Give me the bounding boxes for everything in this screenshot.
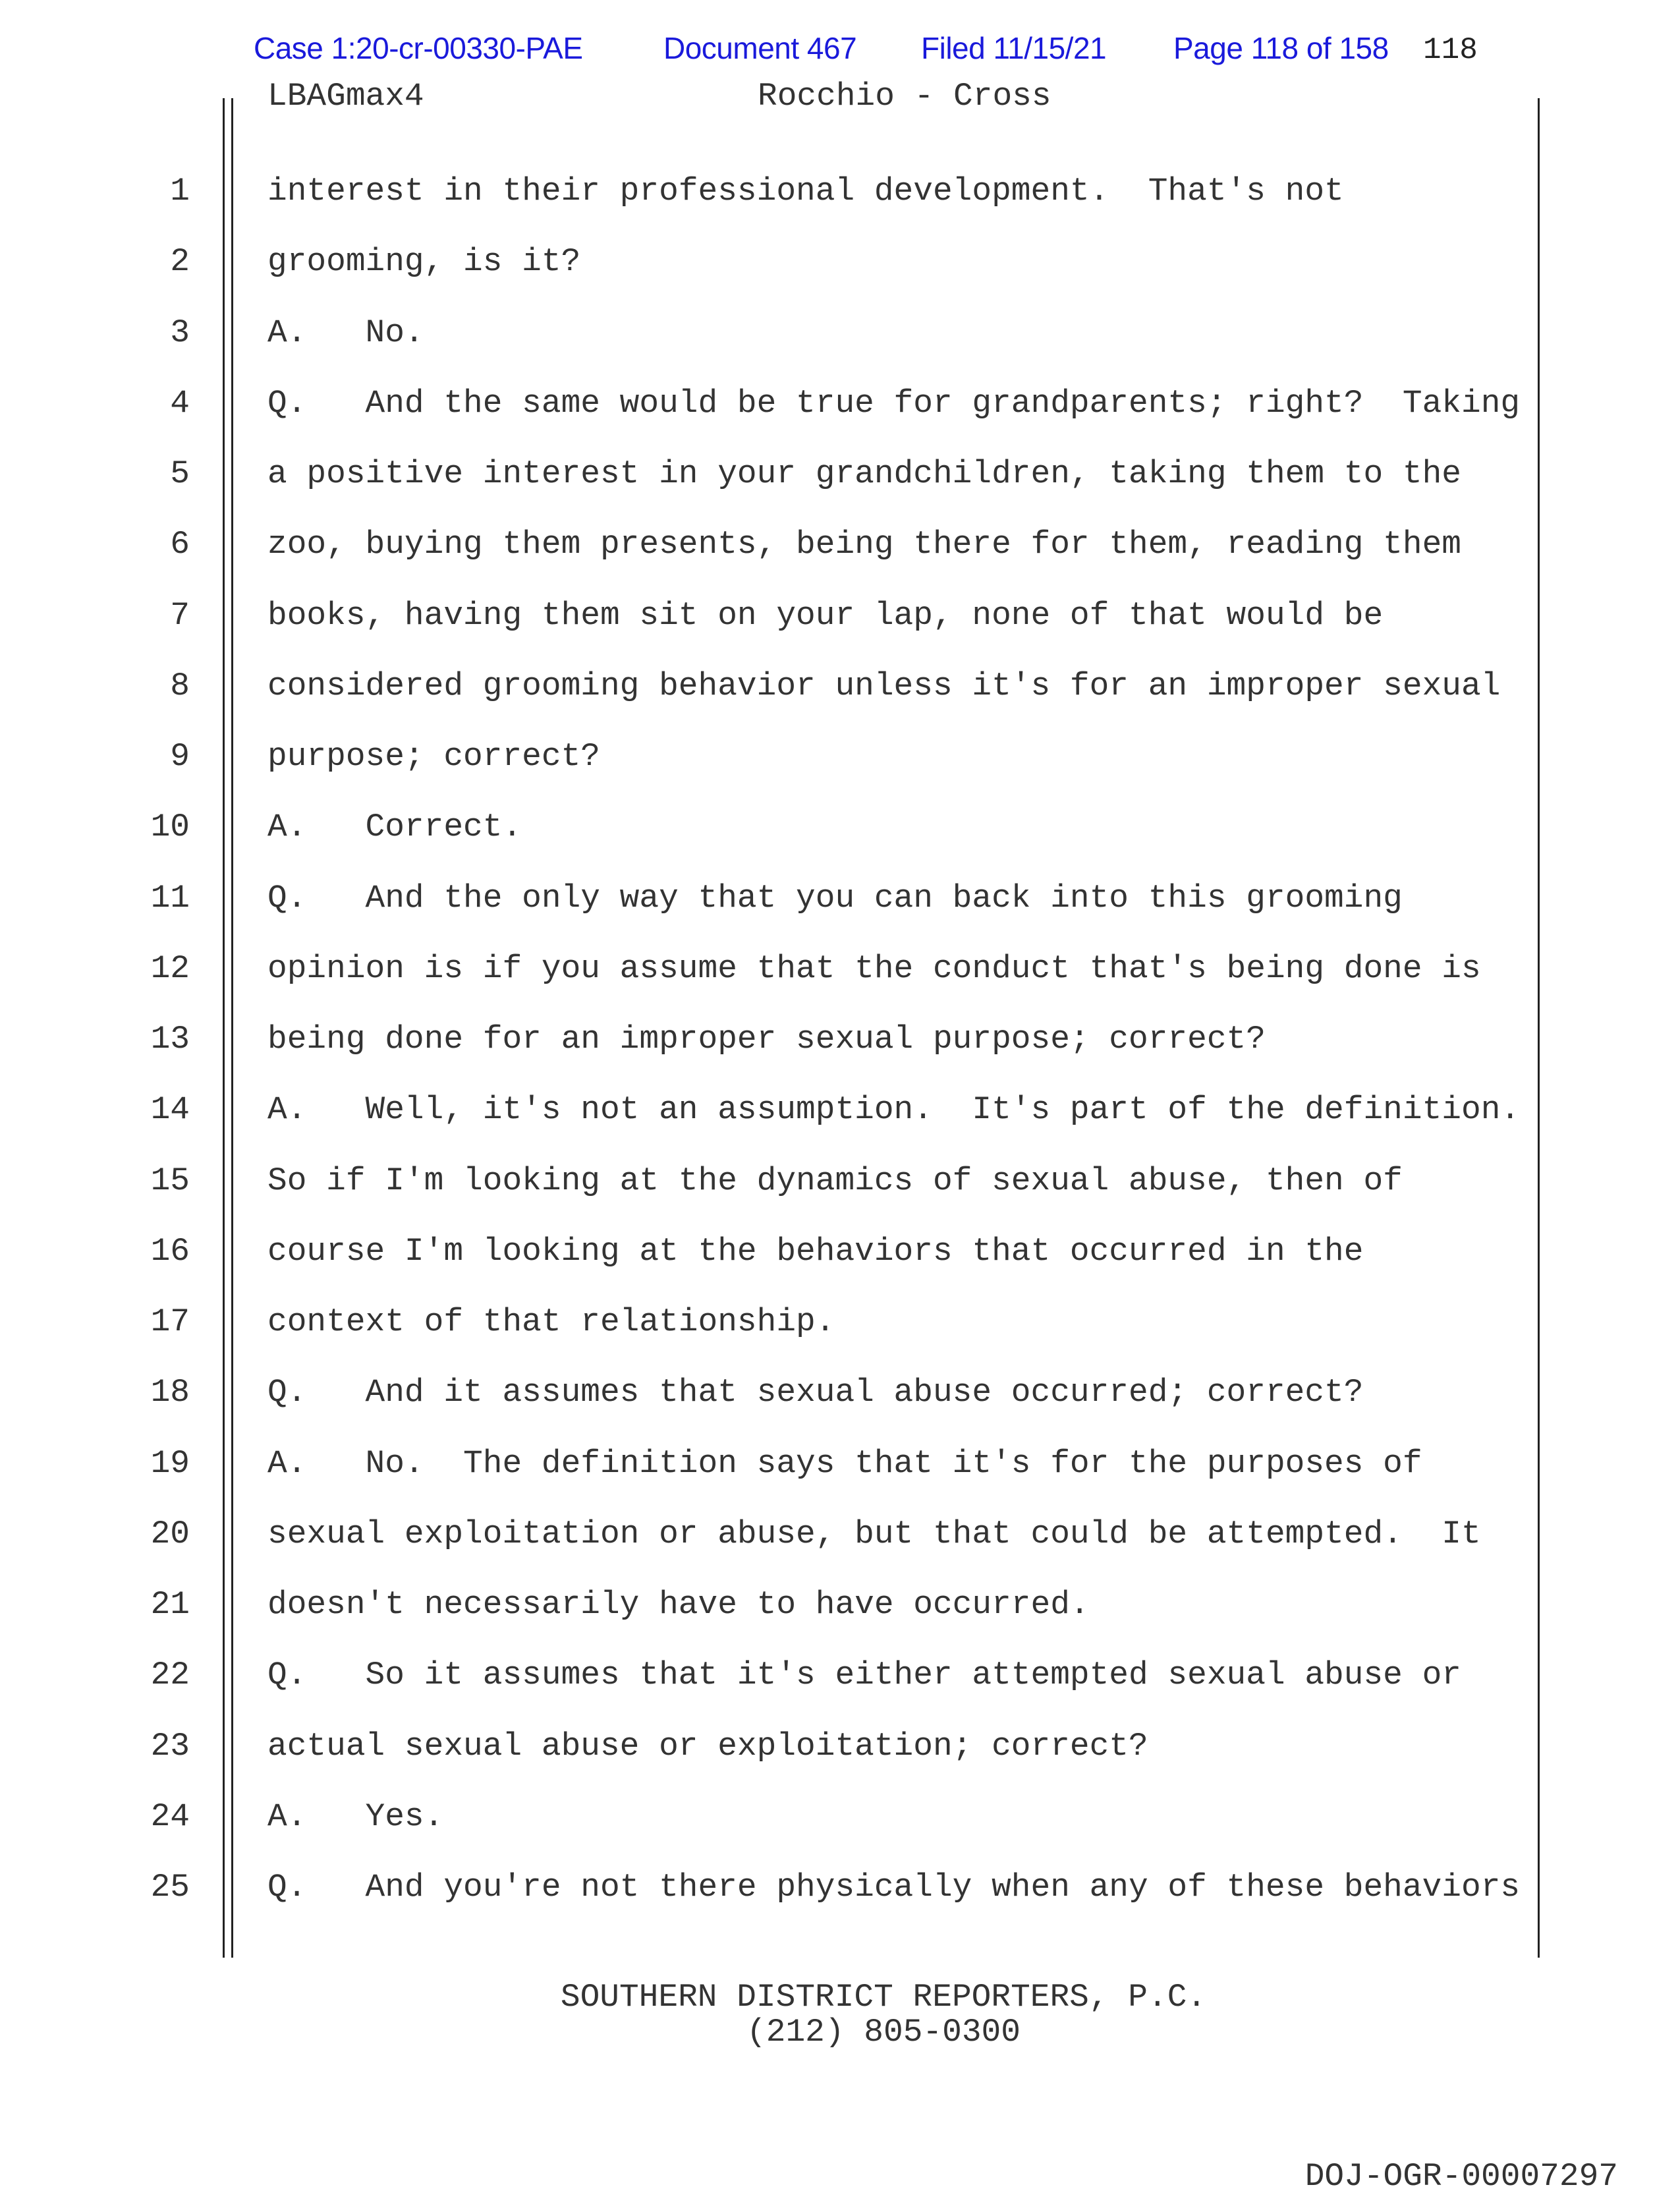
line-text: books, having them sit on your lap, none of that would be bbox=[267, 596, 1384, 634]
line-text: So if I'm looking at the dynamics of sexual abuse, then of bbox=[267, 1162, 1403, 1199]
line-number: 24 bbox=[150, 1798, 190, 1835]
line-number: 12 bbox=[150, 950, 190, 987]
line-text: A. No. The definition says that it's for the purposes of bbox=[267, 1444, 1422, 1482]
transcript-page-number: 118 bbox=[1423, 33, 1478, 67]
line-text: context of that relationship. bbox=[267, 1303, 835, 1340]
line-text: Q. And the same would be true for grandparents; right? Taking bbox=[267, 384, 1521, 422]
line-number: 13 bbox=[150, 1021, 190, 1058]
line-number: 4 bbox=[170, 384, 190, 422]
line-text: Q. So it assumes that it's either attempted sexual abuse or bbox=[267, 1657, 1461, 1694]
line-text: zoo, buying them presents, being there for them, reading them bbox=[267, 526, 1461, 563]
line-number: 19 bbox=[150, 1444, 190, 1482]
line-number: 9 bbox=[170, 738, 190, 775]
line-number: 20 bbox=[150, 1515, 190, 1552]
line-text: A. Well, it's not an assumption. It's part of the definition. bbox=[267, 1091, 1521, 1129]
line-text: being done for an improper sexual purpose; correct? bbox=[267, 1021, 1266, 1058]
case-number: Case 1:20-cr-00330-PAE bbox=[254, 31, 583, 65]
line-number: 2 bbox=[170, 243, 190, 281]
line-text: grooming, is it? bbox=[267, 243, 581, 281]
line-text: purpose; correct? bbox=[267, 738, 600, 775]
line-number: 22 bbox=[150, 1657, 190, 1694]
line-number: 10 bbox=[150, 808, 190, 846]
reporter-name: SOUTHERN DISTRICT REPORTERS, P.C. bbox=[560, 1979, 1207, 2016]
line-number: 15 bbox=[150, 1162, 190, 1199]
line-number: 5 bbox=[170, 455, 190, 492]
line-number: 16 bbox=[150, 1232, 190, 1270]
reporter-phone: (212) 805-0300 bbox=[746, 2014, 1021, 2051]
left-margin-rule-inner bbox=[231, 98, 233, 1958]
line-text: opinion is if you assume that the conduct that's being done is bbox=[267, 950, 1481, 987]
bates-number: DOJ-OGR-00007297 bbox=[1304, 2158, 1618, 2195]
page-of-total: Page 118 of 158 bbox=[1173, 31, 1389, 65]
line-number: 18 bbox=[150, 1374, 190, 1411]
line-text: actual sexual abuse or exploitation; correct? bbox=[267, 1727, 1148, 1765]
line-number: 8 bbox=[170, 667, 190, 704]
line-number: 23 bbox=[150, 1727, 190, 1765]
line-text: Q. And it assumes that sexual abuse occurred; correct? bbox=[267, 1374, 1364, 1411]
line-text: interest in their professional development. That's not bbox=[267, 173, 1344, 210]
running-header-center: Rocchio - Cross bbox=[758, 78, 1051, 115]
line-text: A. No. bbox=[267, 314, 424, 351]
line-text: sexual exploitation or abuse, but that could be attempted. It bbox=[267, 1515, 1481, 1552]
line-number: 11 bbox=[150, 879, 190, 917]
filed-date: Filed 11/15/21 bbox=[921, 31, 1107, 65]
line-number: 3 bbox=[170, 314, 190, 351]
line-text: Q. And the only way that you can back into this grooming bbox=[267, 879, 1403, 917]
line-text: doesn't necessarily have to have occurred. bbox=[267, 1586, 1090, 1623]
line-text: considered grooming behavior unless it's for an improper sexual bbox=[267, 667, 1501, 704]
line-number: 6 bbox=[170, 526, 190, 563]
line-number: 1 bbox=[170, 173, 190, 210]
left-margin-rule-outer bbox=[223, 98, 225, 1958]
line-text: course I'm looking at the behaviors that occurred in the bbox=[267, 1232, 1364, 1270]
line-text: Q. And you're not there physically when any of these behaviors bbox=[267, 1869, 1521, 1906]
line-number: 25 bbox=[150, 1869, 190, 1906]
line-text: A. Correct. bbox=[267, 808, 522, 846]
line-number: 7 bbox=[170, 596, 190, 634]
line-text: a positive interest in your grandchildren, taking them to the bbox=[267, 455, 1461, 492]
line-number: 21 bbox=[150, 1586, 190, 1623]
line-number: 17 bbox=[150, 1303, 190, 1340]
running-header-left: LBAGmax4 bbox=[267, 78, 424, 115]
right-margin-rule bbox=[1538, 98, 1540, 1958]
document-number: Document 467 bbox=[663, 31, 857, 65]
line-number: 14 bbox=[150, 1091, 190, 1129]
line-text: A. Yes. bbox=[267, 1798, 444, 1835]
